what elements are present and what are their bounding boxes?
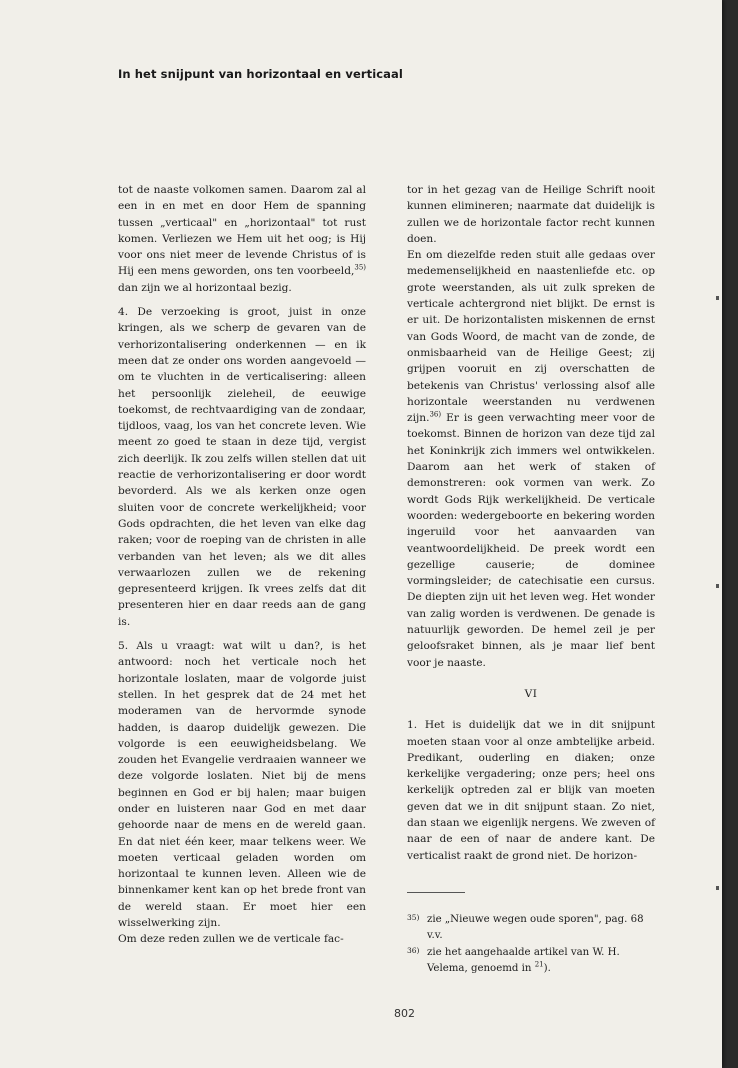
footnote-ref-36[interactable]: 36) — [429, 410, 442, 419]
footnote-divider — [407, 892, 465, 893]
paragraph-right-2 — [407, 247, 655, 671]
paragraph-text-tail: Er is geen verwachting meer voor de toekomst. Binnen de horizon van deze tijd zal het Koninkrijk zich immers wel ontwikkelen. Daarom aan het werk of staken of demonstreren: ook vormen van werk. Zo wordt Gods Rijk werkelijkheid. De verticale woorden: wedergeboorte en bekering worden ingeruild voor het aanvaarden van veantwoordelijkheid. De preek wordt een gezellige causerie; de dominee vormingsleider; de catechisatie een cursus. De diepten zijn uit het leven weg. Het wonder van zalig worden is verdwenen. De genade is natuurlijk geworden. De hemel zeil je per geloofsraket binnen, als je maar lief bent voor je naaste. — [407, 412, 655, 669]
paragraph-left-1 — [118, 182, 366, 296]
footnote-ref-21[interactable]: 21 — [534, 960, 544, 969]
running-header: In het snijpunt van horizontaal en verticaal — [118, 67, 403, 81]
margin-mark — [716, 296, 719, 300]
footnote-text: zie „Nieuwe wegen oude sporen", pag. 68 v.v. — [427, 914, 644, 941]
footnote-text-tail: ). — [543, 962, 551, 974]
footnote-35 — [407, 912, 657, 943]
right-column — [407, 182, 655, 872]
paragraph-right-1: tor in het gezag van de Heilige Schrift nooit kunnen elimineren; naarmate dat duidelijk is zullen we de horizontale factor recht kunnen doen. — [407, 184, 655, 245]
page-number: 802 — [394, 1007, 415, 1020]
paragraph-left-2: 4. De verzoeking is groot, juist in onze kringen, als we scherp de gevaren van de verhorizontalisering onderkennen — en ik meen dat ze onder ons worden aangevoeld — om te vluchten in de verticalisering: alleen het persoonlijk zieleheil, de eeuwige toekomst, de rechtvaardiging van de zondaar, tijdloos, vaag, los van het concrete leven. Wie meent zo goed te staan in deze tijd, vergist zich deerlijk. Ik zou zelfs willen stellen dat uit reactie de verhorizontalisering er door wordt bevorderd. Als we als kerken onze ogen sluiten voor de concrete werkelijkheid; voor Gods opdrachten, die het leven van elke dag raken; voor de roeping van de christen in alle verbanden van het leven; als we dit alles verwaarlozen zullen we de rekening gepresenteerd krijgen. Ik vrees zelfs dat dit presenteren hier en daar reeds aan de gang is. — [118, 306, 366, 628]
footnote-text-wrap — [427, 945, 657, 976]
paragraph-text: En om diezelfde reden stuit alle gedaas over medemenselijkheid en naastenliefde etc. op grote weerstanden, als uit zulk spreken de verticale achtergrond niet blijkt. De ernst is er uit. De horizontalisten miskennen de ernst van Gods Woord, de macht van de zonde, de onmisbaarheid van de Heilige Geest; zij grijpen vooruit en zij overschatten de betekenis van Christus' verlossing alsof alle horizontale weerstanden nu verdwenen zijn. — [407, 249, 655, 425]
footnote-36 — [407, 945, 657, 976]
footnote-number: 35) — [407, 913, 420, 922]
section-heading-vi: VI — [524, 687, 538, 700]
margin-mark — [716, 886, 719, 890]
left-column — [118, 182, 366, 956]
margin-mark — [716, 584, 719, 588]
paragraph-text: tot de naaste volkomen samen. Daarom zal al een in en met en door Hem de spanning tussen „verticaal" en „horizontaal" tot rust komen. Verliezen we Hem uit het oog; is Hij voor ons niet meer de levende Christus of is Hij een mens geworden, ons ten voorbeeld, — [118, 184, 366, 278]
paragraph-left-3: 5. Als u vraagt: wat wilt u dan?, is het antwoord: noch het verticale noch het horizontale loslaten, maar de volgorde juist stellen. In het gesprek dat de 24 met het moderamen van de hervormde synode hadden, is daarop duidelijk gewezen. Die volgorde is een eeuwigheidsbelang. We zouden het Evangelie verdraaien wanneer we deze volgorde loslaten. Niet bij de mens beginnen en God er bij halen; maar buigen onder en luisteren naar God en met daar gehoorde naar de mens en de wereld gaan. En dat niet één keer, maar telkens weer. We moeten verticaal geladen worden om horizontaal te kunnen leven. Alleen wie de binnenkamer kent kan op het brede front van de wereld staan. Er moet hier een wisselwerking zijn. — [118, 640, 366, 930]
footnote-number: 36) — [407, 946, 420, 955]
paragraph-right-3: 1. Het is duidelijk dat we in dit snijpunt moeten staan voor al onze ambtelijke arbeid. Predikant, ouderling en diaken; onze kerkelijke vergadering; onze pers; heel ons kerkelijk optreden zal er blijk van moeten geven dat we in dit snijpunt staan. Zo niet, dan staan we eigenlijk nergens. We zweven of naar de een of naar de andere kant. De verticalist raakt de grond niet. De horizon- — [407, 719, 655, 862]
paragraph-text-tail: dan zijn we al horizontaal bezig. — [118, 281, 292, 294]
footnotes — [407, 912, 657, 978]
paragraph-left-4: Om deze reden zullen we de verticale fac- — [118, 933, 344, 946]
footnote-text: zie het aangehaalde artikel van W. H. Velema, genoemd in — [427, 947, 620, 974]
footnote-ref-35[interactable]: 35) — [354, 263, 366, 272]
